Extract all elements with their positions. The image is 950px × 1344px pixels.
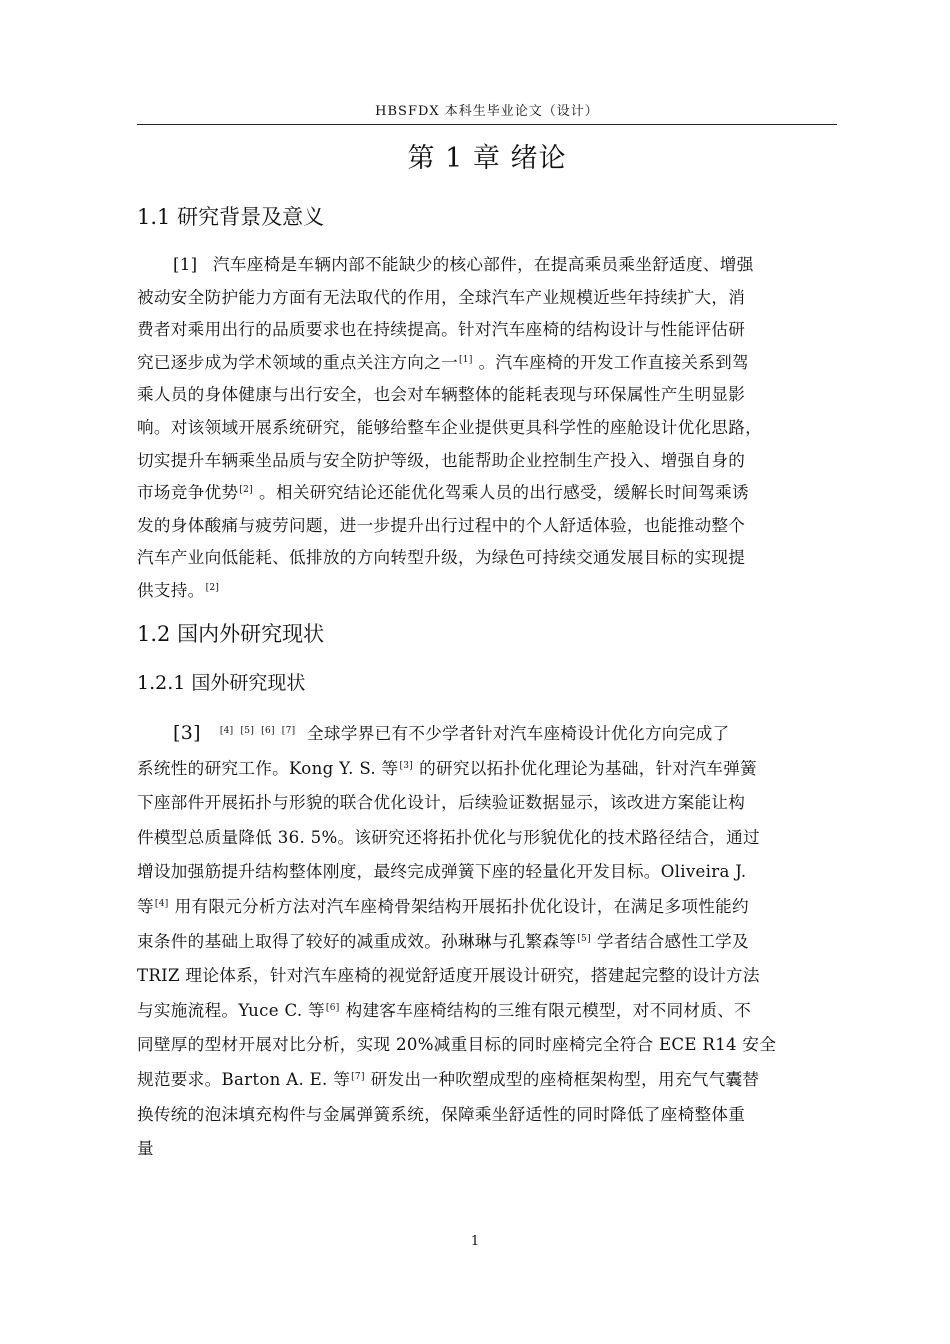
citation: [7] (281, 726, 296, 736)
paragraph-line (137, 1132, 837, 1167)
text-run: 。汽车座椅的开发工作直接关系到驾 (478, 352, 749, 372)
text-run: 究已逐步成为学术领域的重点关注方向之一 (137, 352, 458, 372)
paragraph-line (137, 716, 837, 752)
paragraph-line (137, 959, 837, 994)
paragraph-foreign-research (137, 716, 837, 1167)
citation: [4] (219, 726, 234, 736)
paragraph-line (137, 925, 837, 960)
paragraph-line (137, 510, 837, 543)
header-rule (137, 124, 837, 125)
paragraph-line (137, 445, 837, 478)
paragraph-line (137, 994, 837, 1029)
paragraph-background (137, 249, 837, 608)
citation: [3] (399, 760, 414, 771)
text-run: 换传统的泡沫填充构件与金属弹簧系统，保障乘坐舒适性的同时降低了座椅整体重 (137, 1104, 746, 1124)
paragraph-line (137, 1063, 837, 1098)
paragraph-line (137, 1028, 837, 1063)
text-run: 。相关研究结论还能优化驾乘人员的出行感受，缓解长时间驾乘诱 (259, 483, 749, 503)
text-run: 增设加强筋提升结构整体刚度，最终完成弹簧下座的轻量化开发目标。Oliveira J. (137, 862, 747, 882)
citation: [6] (325, 1002, 340, 1013)
text-run: 同壁厚的型材开展对比分析，实现 20%减重目标的同时座椅完全符合 ECE R14 安全 (137, 1035, 777, 1055)
text-run: 发的身体酸痛与疲劳问题，进一步提升出行过程中的个人舒适体验，也能推动整个 (137, 515, 746, 535)
paragraph-line (137, 855, 837, 890)
paragraph-line (137, 379, 837, 412)
citation: [2] (239, 485, 254, 496)
text-run: 下座部件开展拓扑与形貌的联合优化设计，后续验证数据显示，该改进方案能让构 (137, 793, 746, 813)
text-run: TRIZ 理论体系，针对汽车座椅的视觉舒适度开展设计研究，搭建起完整的设计方法 (137, 966, 760, 986)
text-run: 供支持。 (137, 580, 205, 600)
citation: [5] (577, 933, 591, 944)
paragraph-line (137, 314, 837, 347)
citation: [7] (351, 1071, 365, 1082)
paragraph-line (137, 786, 837, 821)
text-run: 汽车产业向低能耗、低排放的方向转型升级，为绿色可持续交通发展目标的实现提 (137, 548, 746, 568)
paragraph-line (137, 542, 837, 575)
paragraph-line (137, 821, 837, 856)
text-run: 汽车座椅是车辆内部不能缺少的核心部件，在提高乘员乘坐舒适度、增强 (212, 255, 754, 274)
citation: [6] (261, 726, 275, 736)
paragraph-line (137, 575, 837, 608)
text-run: 量 (137, 1139, 154, 1159)
citation: [5] (240, 726, 255, 736)
text-run: 研发出一种吹塑成型的座椅框架构型，用充气气囊替 (370, 1069, 760, 1089)
text-run: 响。对该领域开展系统研究，能够给整车企业提供更具科学性的座舱设计优化思路， (137, 417, 763, 437)
citation: [2] (205, 582, 220, 593)
chapter-title: 第 1 章 绪论 (407, 143, 567, 174)
paragraph-line (137, 347, 837, 380)
section-title-1-1: 1.1 研究背景及意义 (137, 205, 325, 229)
paragraph-line (137, 412, 837, 445)
text-run: 规范要求。Barton A. E. 等 (137, 1069, 351, 1089)
subsection-title-1-2-1: 1.2.1 国外研究现状 (137, 672, 306, 694)
page-header: HBSFDX 本科生毕业论文（设计） (375, 104, 599, 119)
page-number: 1 (470, 1234, 480, 1249)
section-title-1-2: 1.2 国内外研究现状 (137, 622, 325, 646)
text-run: 切实提升车辆乘坐品质与安全防护等级，也能帮助企业控制生产投入、增强自身的 (137, 450, 746, 470)
citation: [1] (458, 354, 473, 365)
text-run: 构建客车座椅结构的三维有限元模型，对不同材质、不 (345, 1000, 752, 1020)
paragraph-line (137, 477, 837, 510)
citation: [4] (154, 898, 169, 909)
text-run: 学者结合感性工学及 (596, 931, 749, 951)
text-run: 用有限元分析方法对汽车座椅骨架结构开展拓扑优化设计，在满足多项性能约 (174, 896, 749, 916)
text-run: 的研究以拓扑优化理论为基础，针对汽车弹簧 (419, 758, 757, 778)
text-run: 全球学界已有不少学者针对汽车座椅设计优化方向完成了 (301, 724, 730, 743)
text-run: 与实施流程。Yuce C. 等 (137, 1000, 325, 1020)
text-run: 系统性的研究工作。Kong Y. S. 等 (137, 758, 399, 778)
reference-label: [1] (173, 255, 198, 274)
paragraph-line (137, 282, 837, 315)
text-run: 费者对乘用出行的品质要求也在持续提高。针对汽车座椅的结构设计与性能评估研 (137, 320, 746, 340)
text-run: 件模型总质量降低 36. 5%。该研究还将拓扑优化与形貌优化的技术路径结合，通过 (137, 827, 760, 847)
text-run: 市场竞争优势 (137, 483, 239, 503)
text-run: 等 (137, 896, 154, 916)
text-run: 被动安全防护能力方面有无法取代的作用，全球汽车产业规模近些年持续扩大，消 (137, 287, 746, 307)
text-run: 乘人员的身体健康与出行安全，也会对车辆整体的能耗表现与环保属性产生明显影 (137, 385, 746, 405)
text-run: 束条件的基础上取得了较好的减重成效。孙琳琳与孔繁森等 (137, 931, 577, 951)
paragraph-line (137, 1098, 837, 1133)
paragraph-line (137, 752, 837, 787)
paragraph-line (137, 890, 837, 925)
paragraph-line (137, 249, 837, 282)
reference-label: [3] (173, 722, 201, 744)
